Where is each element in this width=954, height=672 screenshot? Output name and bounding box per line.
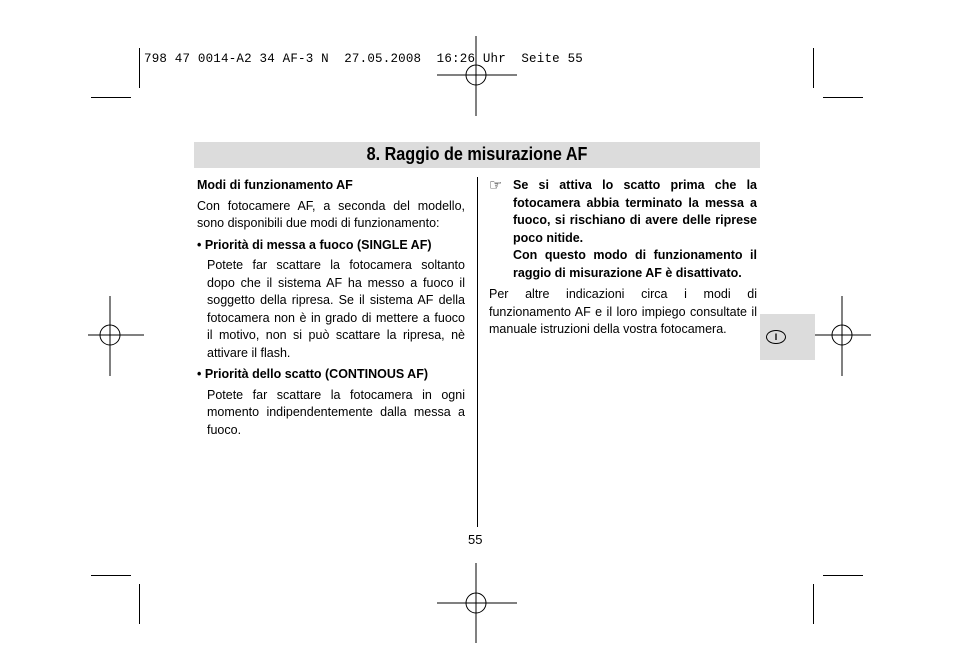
language-tab-label: I [766, 330, 786, 344]
registration-mark-left-icon [88, 296, 144, 376]
language-tab [760, 314, 815, 360]
item-text-single-af: Potete far scattare la fotocamera soltanto dopo che il sistema AF ha messo a fuoco il soggetto della ripresa. Se il sistema AF della fotocamera non è in grado di mettere a fuoco il motivo, non si può scattare la ripresa, nè attivare il flash. [207, 258, 465, 360]
item-text-continuous-af: Potete far scattare la fotocamera in ogni momento indipendentemente dalla messa a fuoco. [207, 387, 465, 437]
crop-mark-bottom-left-vertical [139, 584, 140, 624]
crop-mark-bottom-right-vertical [813, 584, 814, 624]
note-text-2: Con questo modo di funzionamento il raggio di misurazione AF è disattivato. [513, 248, 757, 280]
section-title: 8. Raggio de misurazione AF [366, 144, 588, 164]
column-divider [477, 177, 478, 527]
modes-heading: Modi di funzionamento AF [197, 178, 353, 192]
reference-paragraph: Per altre indicazioni circa i modi di funzionamento AF e il loro impiego consultate il manuale istruzioni della vostra fotocamera. [489, 287, 757, 336]
item-label-single-af: • Priorità di messa a fuoco (SINGLE AF) [197, 237, 432, 252]
crop-mark-top-right-horizontal [823, 97, 863, 98]
registration-mark-right-icon [815, 296, 871, 376]
page-number: 55 [468, 532, 483, 547]
note-text-1: Se si attiva lo scatto prima che la fotocamera abbia terminato la messa a fuoco, si rischiano di avere delle riprese poco nitide. [513, 178, 757, 245]
section-title-bar [194, 142, 760, 168]
registration-mark-top-icon [437, 36, 517, 116]
pointing-hand-icon: ☞ [489, 177, 503, 194]
left-column [197, 177, 465, 439]
registration-mark-bottom-icon [437, 563, 517, 643]
crop-mark-top-right-vertical [813, 48, 814, 88]
crop-mark-top-left-horizontal [91, 97, 131, 98]
crop-mark-top-left-vertical [139, 48, 140, 88]
crop-mark-bottom-left-horizontal [91, 575, 131, 576]
crop-mark-bottom-right-horizontal [823, 575, 863, 576]
intro-paragraph: Con fotocamere AF, a seconda del modello, sono disponibili due modi di funzionamento: [197, 198, 465, 230]
note-block [489, 177, 757, 282]
item-label-continuous-af: • Priorità dello scatto (CONTINOUS AF) [197, 367, 429, 381]
print-slug: 798 47 0014-A2 34 AF-3 N 27.05.2008 16:26 Uhr Seite 55 [144, 52, 583, 66]
right-column [489, 177, 757, 339]
